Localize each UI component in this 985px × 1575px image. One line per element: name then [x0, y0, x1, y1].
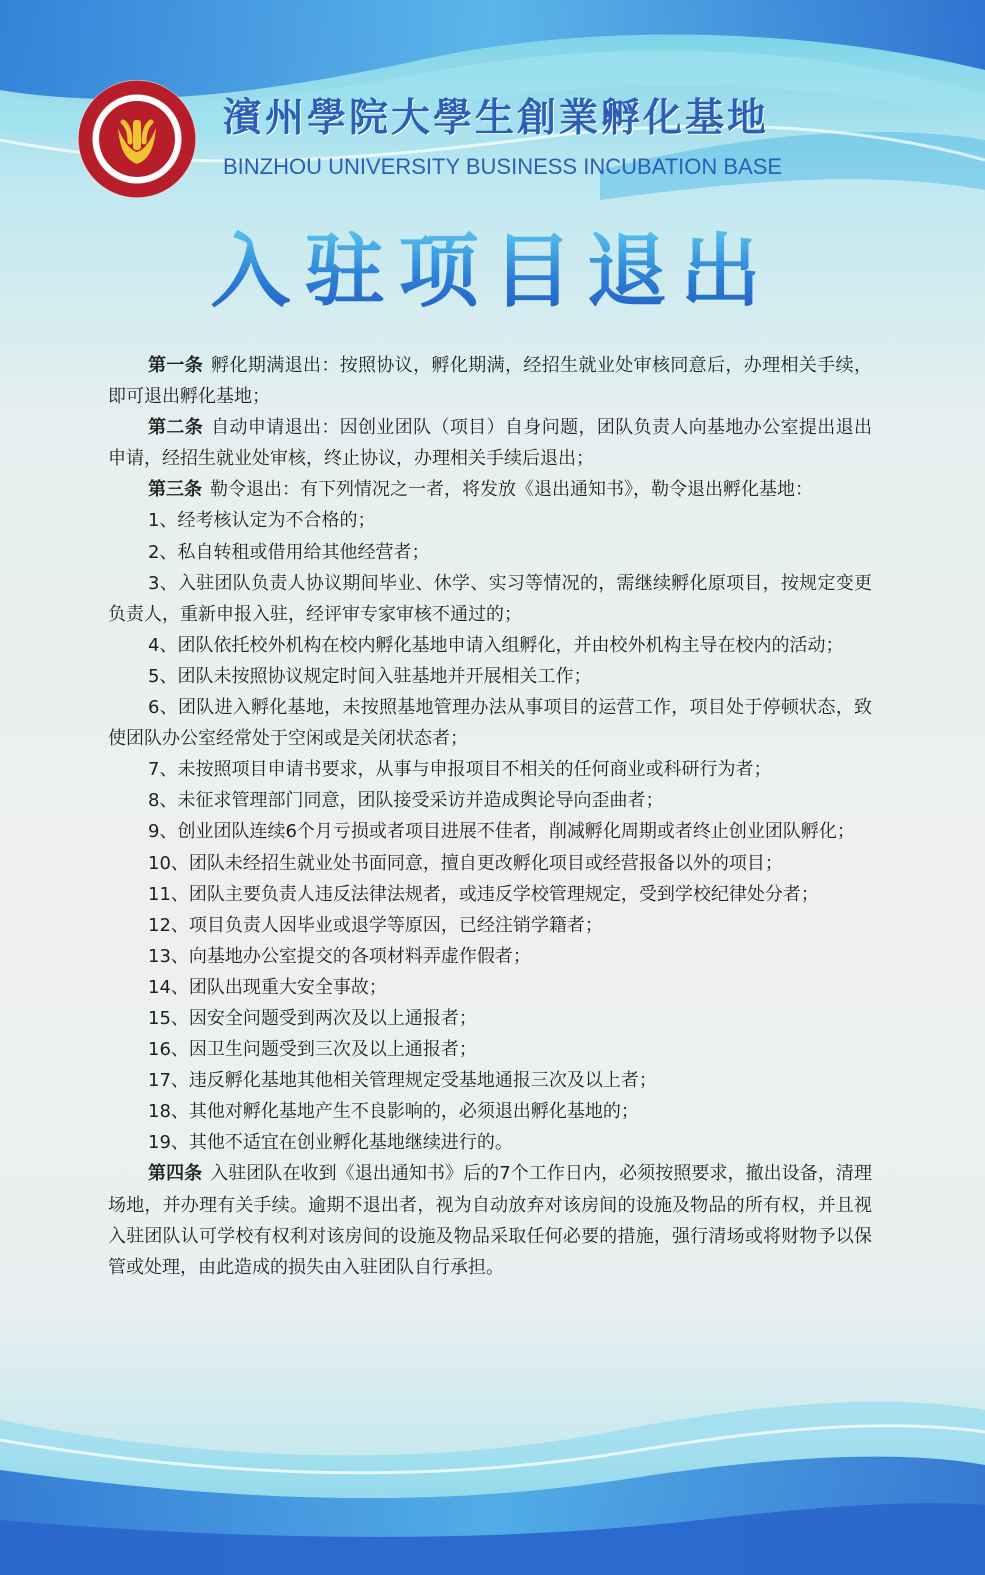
- logo-emblem-icon: [78, 80, 196, 198]
- school-name-english: BINZHOU UNIVERSITY BUSINESS INCUBATION BASE: [223, 154, 783, 179]
- list-item: 18、其他对孵化基地产生不良影响的，必须退出孵化基地的；: [148, 1101, 639, 1123]
- list-item: 19、其他不适宜在创业孵化基地继续进行的。: [148, 1132, 513, 1154]
- list-item: 3、入驻团队负责人协议期间毕业、休学、实习等情况的，需继续孵化原项目，按规定变更负责人，重新申报入驻，经评审专家审核不通过的；: [108, 572, 872, 625]
- school-name-chinese: 濱州學院大學生創業孵化基地: [223, 95, 770, 141]
- header: [78, 76, 818, 206]
- article-4: [108, 1158, 872, 1282]
- article-text: 自动申请退出：因创业团队（项目）自身问题，团队负责人向基地办公室提出退出申请，经招生就业处审核，终止协议，办理相关手续后退出；: [108, 417, 873, 470]
- list-item: 11、团队主要负责人违反法律法规者，或违反学校管理规定，受到学校纪律处分者；: [148, 883, 819, 905]
- article-label: 第一条: [148, 355, 204, 376]
- article-label: 第二条: [148, 417, 204, 439]
- page-title: 入驻项目退出: [0, 226, 985, 318]
- list-item: 13、向基地办公室提交的各项材料弄虚作假者；: [148, 945, 531, 967]
- article-1: [108, 350, 872, 412]
- article-label: 第三条: [148, 479, 202, 501]
- regulation-content: [108, 350, 872, 1283]
- list-item: 1、经考核认定为不合格的；: [148, 510, 376, 532]
- list-item: 12、项目负责人因毕业或退学等原因，已经注销学籍者；: [148, 914, 603, 936]
- list-item: 10、团队未经招生就业处书面同意，擅自更改孵化项目或经营报备以外的项目；: [148, 852, 783, 874]
- article-text: 勒令退出：有下列情况之一者，将发放《退出通知书》，勒令退出孵化基地：: [210, 479, 813, 501]
- list-item: 9、创业团队连续6个月亏损或者项目进展不佳者，削减孵化周期或者终止创业团队孵化；: [148, 821, 855, 843]
- university-logo: [78, 80, 196, 198]
- list-item: 6、团队进入孵化基地，未按照基地管理办法从事项目的运营工作，项目处于停顿状态，致使团队办公室经常处于空闲或是关闭状态者；: [108, 697, 872, 750]
- list-item: 17、违反孵化基地其他相关管理规定受基地通报三次及以上者；: [148, 1070, 657, 1092]
- list-item: 4、团队依托校外机构在校内孵化基地申请入组孵化，并由校外机构主导在校内的活动；: [148, 634, 844, 656]
- list-item: 14、团队出现重大安全事故；: [148, 976, 387, 998]
- list-item: 7、未按照项目申请书要求，从事与申报项目不相关的任何商业或科研行为者；: [148, 759, 772, 781]
- article-2: [108, 412, 872, 474]
- article-3: [108, 474, 872, 505]
- list-item: 8、未征求管理部门同意，团队接受采访并造成舆论导向歪曲者；: [148, 790, 664, 812]
- article-label: 第四条: [148, 1163, 203, 1185]
- list-item: 15、因安全问题受到两次及以上通报者；: [148, 1007, 477, 1029]
- list-item: 5、团队未按照协议规定时间入驻基地并开展相关工作；: [148, 665, 592, 687]
- list-item: 16、因卫生问题受到三次及以上通报者；: [148, 1039, 477, 1061]
- article-text: 入驻团队在收到《退出通知书》后的7个工作日内，必须按照要求，撤出设备，清理场地，并办理有关手续。逾期不退出者，视为自动放弃对该房间的设施及物品的所有权，并且视入驻团队认可学校有权利对该房间的设施及物品采取任何必要的措施，强行清场或将财物予以保管或处理，由此造成的损失由入驻团队自行承担。: [108, 1163, 873, 1278]
- list-item: 2、私自转租或借用给其他经营者；: [148, 541, 430, 563]
- article-text: 孵化期满退出：按照协议，孵化期满，经招生就业处审核同意后，办理相关手续，即可退出孵化基地；: [108, 355, 873, 408]
